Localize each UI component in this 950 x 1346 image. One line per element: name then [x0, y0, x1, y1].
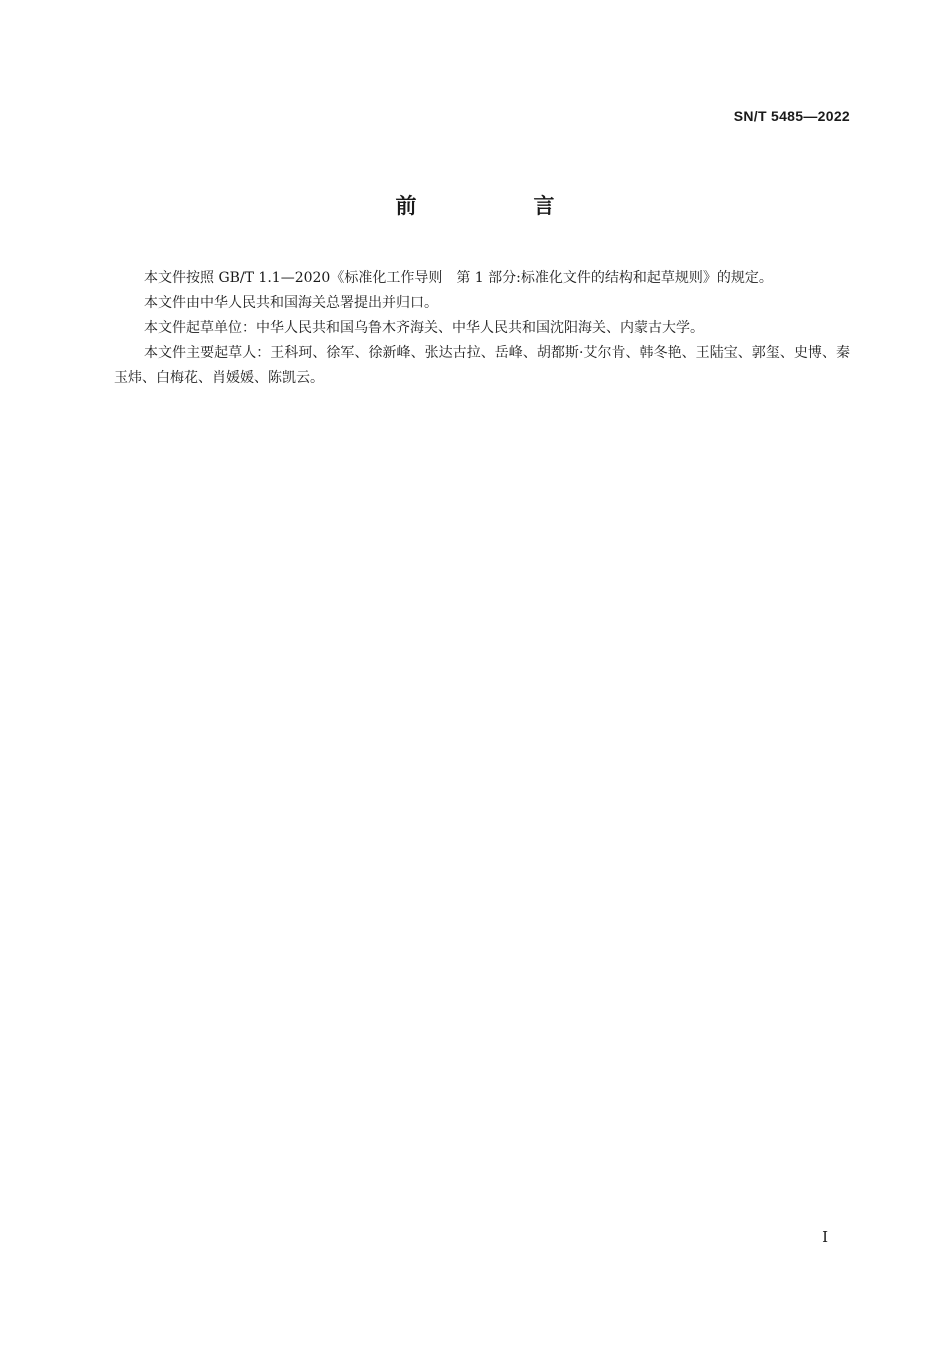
paragraph-drafting-units: 本文件起草单位：中华人民共和国乌鲁木齐海关、中华人民共和国沈阳海关、内蒙古大学。 — [144, 320, 704, 336]
page-number: I — [822, 1228, 828, 1246]
paragraph-drafters: 本文件主要起草人：王科珂、徐军、徐新峰、张达古拉、岳峰、胡都斯·艾尔肯、韩冬艳、王陆宝、郭玺、史博、秦玉炜、白梅花、肖媛媛、陈凯云。 — [114, 345, 850, 386]
foreword-body — [114, 266, 850, 391]
page-title: 前 言 — [395, 194, 603, 218]
document-code: SN/T 5485—2022 — [733, 108, 850, 124]
paragraph-proposer: 本文件由中华人民共和国海关总署提出并归口。 — [144, 295, 438, 311]
paragraph-drafting-rules: 本文件按照 GB/T 1.1—2020《标准化工作导则 第 1 部分:标准化文件的结构和起草规则》的规定。 — [144, 270, 773, 286]
